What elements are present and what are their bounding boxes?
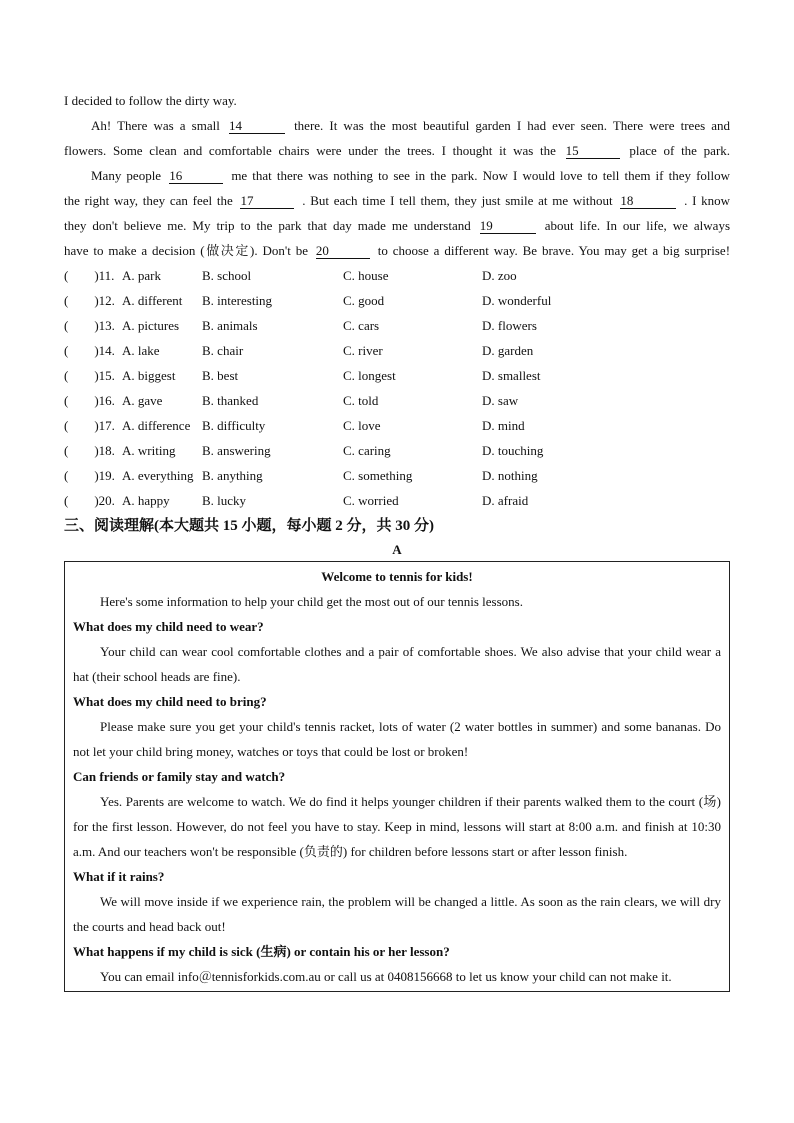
passage-text: have to make a decision (做决定). Don't be	[64, 243, 308, 258]
passage-line	[64, 188, 730, 213]
box-answer: Yes. Parents are welcome to watch. We do find it helps younger children if their parents walked them to the court (场) for the first lesson. However, do not feel you have to stay. Keep in mind, lessons will start at 8:00 a.m. and finish at 10:30 a.m. And our teachers won't be responsible (负责的) for children before lessons start or after lesson finish.	[73, 794, 721, 859]
option-a[interactable]: A. different	[122, 293, 183, 308]
box-answer: You can email info＠tennisforkids.com.au or call us at 0408156668 to let us know your child can not make it.	[100, 969, 672, 984]
option-c[interactable]: C. cars	[343, 318, 380, 333]
passage-line	[64, 213, 730, 238]
option-c[interactable]: C. something	[343, 468, 413, 483]
option-b[interactable]: B. animals	[202, 318, 258, 333]
blank-14[interactable]: 14	[229, 118, 285, 134]
option-row	[64, 463, 730, 488]
option-b[interactable]: B. chair	[202, 343, 244, 358]
passage-text: . I know	[684, 193, 731, 208]
question-number[interactable]: ( )20.	[64, 493, 115, 508]
passage-text: the right way, they can feel the	[64, 193, 233, 208]
passage-text: Ah! There was a small	[91, 118, 220, 133]
option-b[interactable]: B. anything	[202, 468, 263, 483]
passage-text: me that there was nothing to see in the park. Now I would love to tell them if they follow	[231, 168, 731, 183]
passage-text: place of the park.	[629, 143, 731, 158]
passage-text: I decided to follow the dirty way.	[64, 93, 237, 108]
option-row	[64, 363, 730, 388]
option-c[interactable]: C. river	[343, 343, 383, 358]
option-d[interactable]: D. smallest	[482, 368, 541, 383]
blank-20[interactable]: 20	[316, 243, 370, 259]
passage-letter: A	[392, 542, 402, 557]
option-d[interactable]: D. garden	[482, 343, 534, 358]
option-c[interactable]: C. worried	[343, 493, 399, 508]
option-a[interactable]: A. biggest	[122, 368, 176, 383]
box-title: Welcome to tennis for kids!	[321, 569, 473, 584]
option-c[interactable]: C. told	[343, 393, 379, 408]
passage-line	[64, 88, 730, 113]
option-row	[64, 438, 730, 463]
question-number[interactable]: ( )13.	[64, 318, 115, 333]
passage-text: to choose a different way. Be brave. You may get a big surprise!	[377, 243, 731, 258]
blank-15[interactable]: 15	[566, 143, 620, 159]
passage-text: . But each time I tell them, they just smile at me without	[302, 193, 613, 208]
blank-18[interactable]: 18	[620, 193, 676, 209]
passage-text: flowers. Some clean and comfortable chairs were under the trees. I thought it was the	[64, 143, 556, 158]
option-row	[64, 338, 730, 363]
box-intro: Here's some information to help your child get the most out of our tennis lessons.	[100, 594, 523, 609]
passage-text: there. It was the most beautiful garden I had ever seen. There were trees and	[294, 118, 731, 133]
option-d[interactable]: D. flowers	[482, 318, 537, 333]
option-a[interactable]: A. happy	[122, 493, 170, 508]
option-d[interactable]: D. touching	[482, 443, 544, 458]
option-a[interactable]: A. everything	[122, 468, 194, 483]
option-b[interactable]: B. thanked	[202, 393, 259, 408]
passage-line	[64, 163, 730, 188]
options-list	[64, 263, 730, 513]
passage-line	[64, 138, 730, 163]
option-a[interactable]: A. park	[122, 268, 161, 283]
exam-page	[64, 88, 730, 992]
box-answer: Please make sure you get your child's tennis racket, lots of water (2 water bottles in summer) and some bananas. Do not let your child bring money, watches or toys that could be lost or broken!	[73, 719, 721, 759]
box-answer: We will move inside if we experience rain, the problem will be changed a little. As soon as the rain clears, we will dry the courts and head back out!	[73, 894, 721, 934]
passage-line	[64, 113, 730, 138]
option-row	[64, 488, 730, 513]
option-d[interactable]: D. wonderful	[482, 293, 552, 308]
passage-text: Many people	[91, 168, 162, 183]
question-number[interactable]: ( )11.	[64, 268, 115, 283]
box-question: What does my child need to wear?	[73, 619, 264, 634]
box-answer: Your child can wear cool comfortable clothes and a pair of comfortable shoes. We also advise that your child wear a hat (their school heads are fine).	[73, 644, 721, 684]
option-d[interactable]: D. zoo	[482, 268, 517, 283]
question-number[interactable]: ( )14.	[64, 343, 115, 358]
option-b[interactable]: B. school	[202, 268, 252, 283]
reading-box	[64, 561, 730, 992]
option-c[interactable]: C. house	[343, 268, 389, 283]
option-c[interactable]: C. longest	[343, 368, 396, 383]
option-a[interactable]: A. gave	[122, 393, 163, 408]
option-a[interactable]: A. pictures	[122, 318, 180, 333]
option-c[interactable]: C. love	[343, 418, 381, 433]
question-number[interactable]: ( )17.	[64, 418, 115, 433]
section-heading: 三、阅读理解(本大题共 15 小题，每小题 2 分，共 30 分)	[64, 518, 434, 534]
option-b[interactable]: B. best	[202, 368, 239, 383]
box-question: What does my child need to bring?	[73, 694, 267, 709]
box-question: What if it rains?	[73, 869, 165, 884]
option-c[interactable]: C. caring	[343, 443, 391, 458]
option-d[interactable]: D. mind	[482, 418, 525, 433]
question-number[interactable]: ( )19.	[64, 468, 115, 483]
option-row	[64, 313, 730, 338]
question-number[interactable]: ( )15.	[64, 368, 115, 383]
option-row	[64, 413, 730, 438]
question-number[interactable]: ( )16.	[64, 393, 115, 408]
option-a[interactable]: A. lake	[122, 343, 160, 358]
box-question: What happens if my child is sick (生病) or contain his or her lesson?	[73, 944, 450, 959]
passage-text: about life. In our life, we always	[544, 218, 731, 233]
blank-16[interactable]: 16	[169, 168, 223, 184]
option-b[interactable]: B. difficulty	[202, 418, 266, 433]
box-question: Can friends or family stay and watch?	[73, 769, 286, 784]
option-row	[64, 263, 730, 288]
option-row	[64, 288, 730, 313]
option-d[interactable]: D. saw	[482, 393, 519, 408]
option-b[interactable]: B. lucky	[202, 493, 247, 508]
option-b[interactable]: B. interesting	[202, 293, 273, 308]
option-d[interactable]: D. afraid	[482, 493, 529, 508]
blank-17[interactable]: 17	[240, 193, 294, 209]
question-number[interactable]: ( )12.	[64, 293, 115, 308]
option-row	[64, 388, 730, 413]
option-b[interactable]: B. answering	[202, 443, 271, 458]
option-d[interactable]: D. nothing	[482, 468, 538, 483]
option-a[interactable]: A. difference	[122, 418, 191, 433]
option-a[interactable]: A. writing	[122, 443, 176, 458]
passage-line	[64, 238, 730, 263]
passage-text: they don't believe me. My trip to the park that day made me understand	[64, 218, 471, 233]
option-c[interactable]: C. good	[343, 293, 385, 308]
question-number[interactable]: ( )18.	[64, 443, 115, 458]
blank-19[interactable]: 19	[480, 218, 536, 234]
